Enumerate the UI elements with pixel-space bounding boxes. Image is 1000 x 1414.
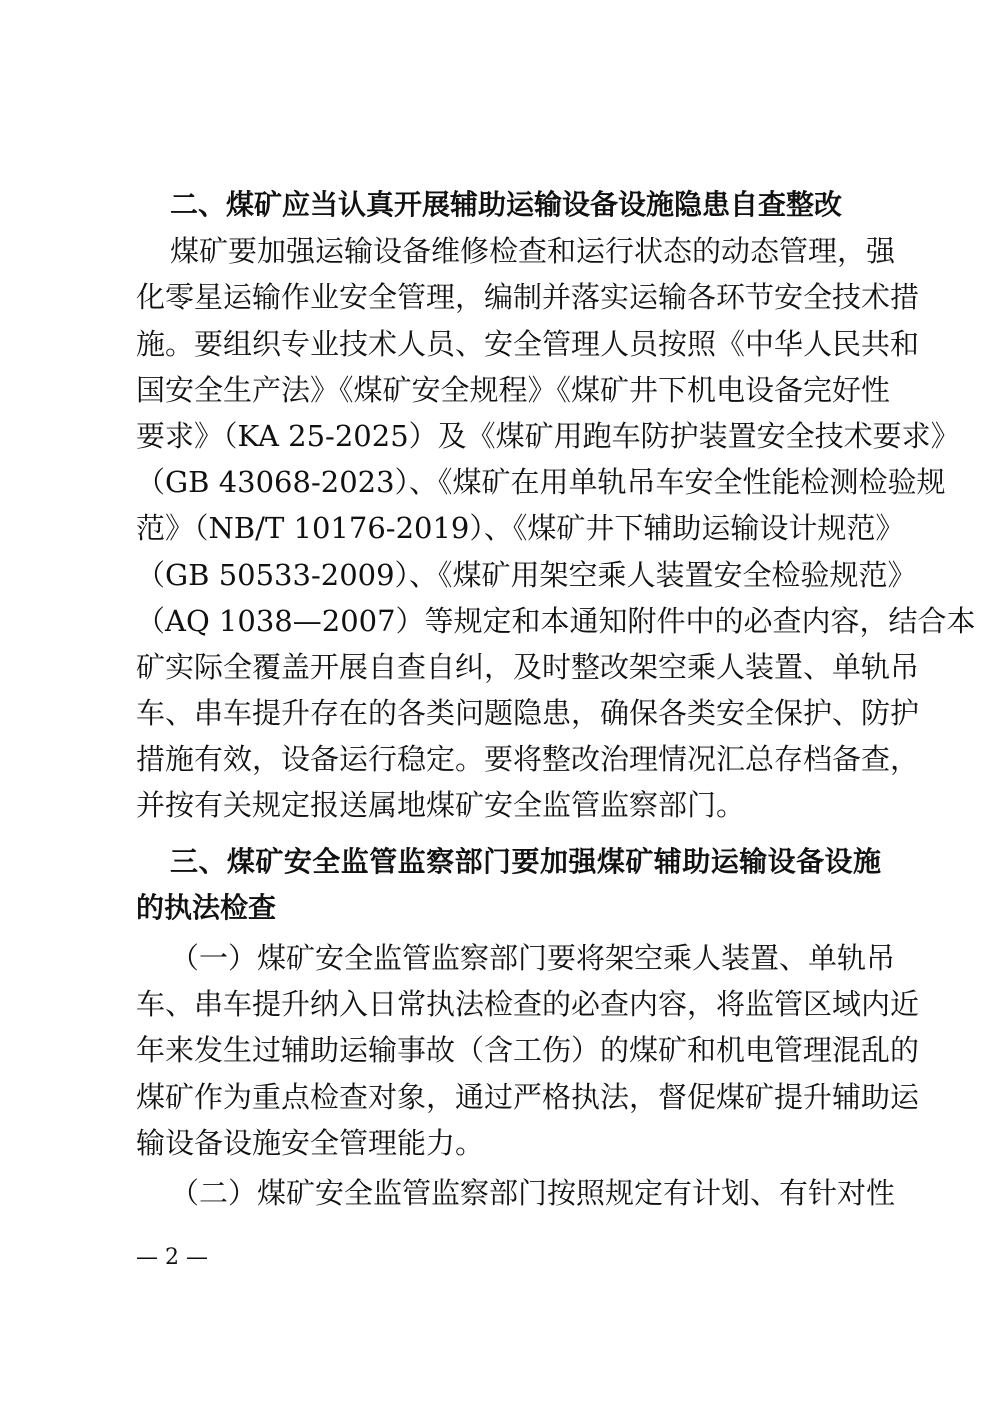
paragraph-line: 国安全生产法》《煤矿安全规程》《煤矿井下机电设备完好性: [136, 372, 891, 407]
paragraph-line: 煤矿作为重点检查对象，通过严格执法，督促煤矿提升辅助运: [136, 1079, 920, 1114]
paragraph-line: （GB 50533-2009）、《煤矿用架空乘人装置安全检验规范》: [136, 557, 917, 592]
section-2-heading: 二、煤矿应当认真开展辅助运输设备设施隐患自查整改: [170, 188, 843, 221]
paragraph-line: 措施有效，设备运行稳定。要将整改治理情况汇总存档备查，: [136, 742, 920, 777]
section-3-heading: [136, 839, 881, 931]
paragraph-line: 煤矿要加强运输设备维修检查和运行状态的动态管理，强: [170, 234, 896, 269]
section-2-paragraph: [136, 228, 976, 828]
paragraph-line: 车、串车提升存在的各类问题隐患，确保各类安全保护、防护: [136, 696, 920, 731]
paragraph-line: 要求》（KA 25-2025）及《煤矿用跑车防护装置安全技术要求》: [136, 418, 960, 453]
document-body: [136, 182, 976, 1216]
heading-line: 的执法检查: [136, 890, 277, 924]
paragraph-line: 范》（NB/T 10176-2019）、《煤矿井下辅助运输设计规范》: [136, 511, 905, 546]
paragraph-line: （AQ 1038—2007）等规定和本通知附件中的必查内容，结合本: [136, 603, 976, 638]
paragraph-line: （一）煤矿安全监管监察部门要将架空乘人装置、单轨吊: [170, 941, 896, 975]
section-3-item-1: [136, 935, 920, 1166]
paragraph-line: 年来发生过辅助运输事故（含工伤）的煤矿和机电管理混乱的: [136, 1033, 920, 1068]
paragraph-line: 化零星运输作业安全管理，编制并落实运输各环节安全技术措: [136, 280, 920, 315]
heading-line: 三、煤矿安全监管监察部门要加强煤矿辅助运输设备设施: [170, 844, 881, 878]
paragraph-line: 输设备设施安全管理能力。: [136, 1125, 485, 1160]
paragraph-line: 施。要组织专业技术人员、安全管理人员按照《中华人民共和: [136, 326, 920, 361]
page-number: — 2 —: [136, 1245, 208, 1270]
paragraph-line: 矿实际全覆盖开展自查自纠，及时整改架空乘人装置、单轨吊: [136, 649, 920, 684]
paragraph-line: （二）煤矿安全监管监察部门按照规定有计划、有针对性: [170, 1175, 896, 1210]
paragraph-line: 并按有关规定报送属地煤矿安全监管监察部门。: [136, 788, 746, 823]
paragraph-line: 车、串车提升纳入日常执法检查的必查内容，将监管区域内近: [136, 987, 920, 1022]
paragraph-line: （GB 43068-2023）、《煤矿在用单轨吊车安全性能检测检验规: [136, 465, 946, 500]
section-3-item-2: [136, 1170, 896, 1216]
